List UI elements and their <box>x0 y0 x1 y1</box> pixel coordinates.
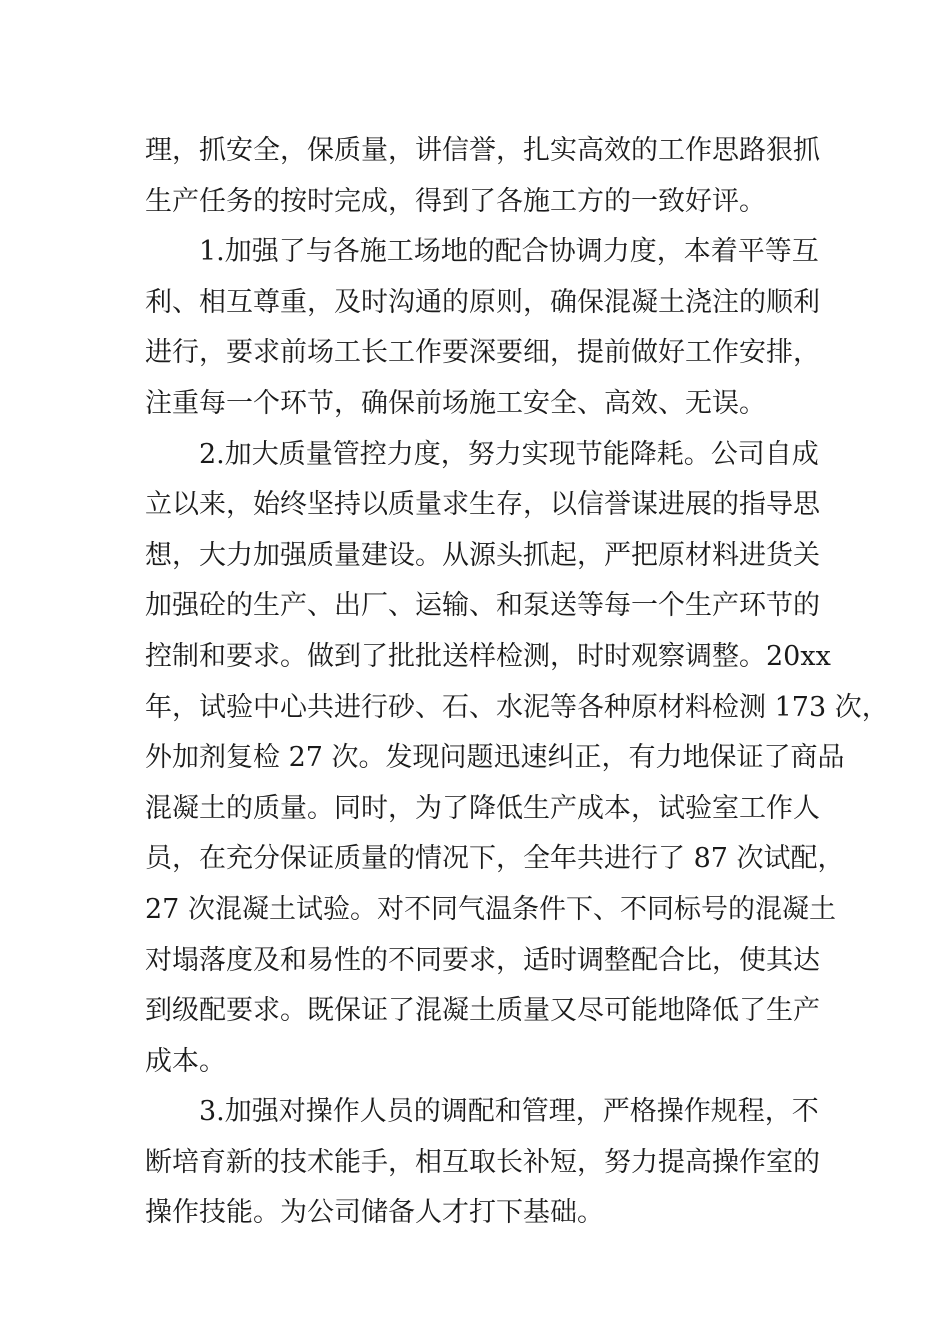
paragraph-line: 对塌落度及和易性的不同要求，适时调整配合比，使其达 <box>145 944 820 976</box>
paragraph-intro-continuation <box>145 126 820 227</box>
paragraph-line: 员，在充分保证质量的情况下，全年共进行了 87 次试配， <box>145 843 845 875</box>
paragraph-item-2 <box>145 430 889 1088</box>
paragraph-line: 立以来，始终坚持以质量求生存，以信誉谋进展的指导思 <box>145 489 820 521</box>
paragraph-line: 外加剂复检 27 次。发现问题迅速纠正，有力地保证了商品 <box>145 742 845 774</box>
paragraph-line: 3.加强对操作人员的调配和管理，严格操作规程，不 <box>199 1096 819 1128</box>
paragraph-line: 成本。 <box>145 1045 226 1077</box>
paragraph-line: 控制和要求。做到了批批送样检测，时时观察调整。20xx <box>145 640 831 672</box>
paragraph-line: 利、相互尊重，及时沟通的原则，确保混凝土浇注的顺利 <box>145 286 820 318</box>
paragraph-line: 27 次混凝土试验。对不同气温条件下、不同标号的混凝土 <box>145 893 836 925</box>
paragraph-line: 操作技能。为公司储备人才打下基础。 <box>145 1197 604 1229</box>
paragraph-line: 年，试验中心共进行砂、石、水泥等各种原材料检测 173 次， <box>145 691 889 723</box>
paragraph-line: 断培育新的技术能手，相互取长补短，努力提高操作室的 <box>145 1146 820 1178</box>
paragraph-line: 1.加强了与各施工场地的配合协调力度，本着平等互 <box>199 236 819 268</box>
paragraph-line: 2.加大质量管控力度，努力实现节能降耗。公司自成 <box>199 438 819 470</box>
paragraph-line: 理，抓安全，保质量，讲信誉，扎实高效的工作思路狠抓 <box>145 135 820 166</box>
paragraph-item-3 <box>145 1087 820 1239</box>
paragraph-line: 进行，要求前场工长工作要深要细，提前做好工作安排， <box>145 337 820 369</box>
paragraph-item-1 <box>145 227 820 429</box>
paragraph-line: 混凝土的质量。同时，为了降低生产成本，试验室工作人 <box>145 792 820 824</box>
paragraph-line: 注重每一个环节，确保前场施工安全、高效、无误。 <box>145 387 766 419</box>
paragraph-line: 生产任务的按时完成，得到了各施工方的一致好评。 <box>145 185 766 217</box>
document-body <box>145 126 889 1239</box>
paragraph-line: 想，大力加强质量建设。从源头抓起，严把原材料进货关 <box>145 539 820 571</box>
paragraph-line: 加强砼的生产、出厂、运输、和泵送等每一个生产环节的 <box>145 590 820 622</box>
paragraph-line: 到级配要求。既保证了混凝土质量又尽可能地降低了生产 <box>145 995 820 1027</box>
